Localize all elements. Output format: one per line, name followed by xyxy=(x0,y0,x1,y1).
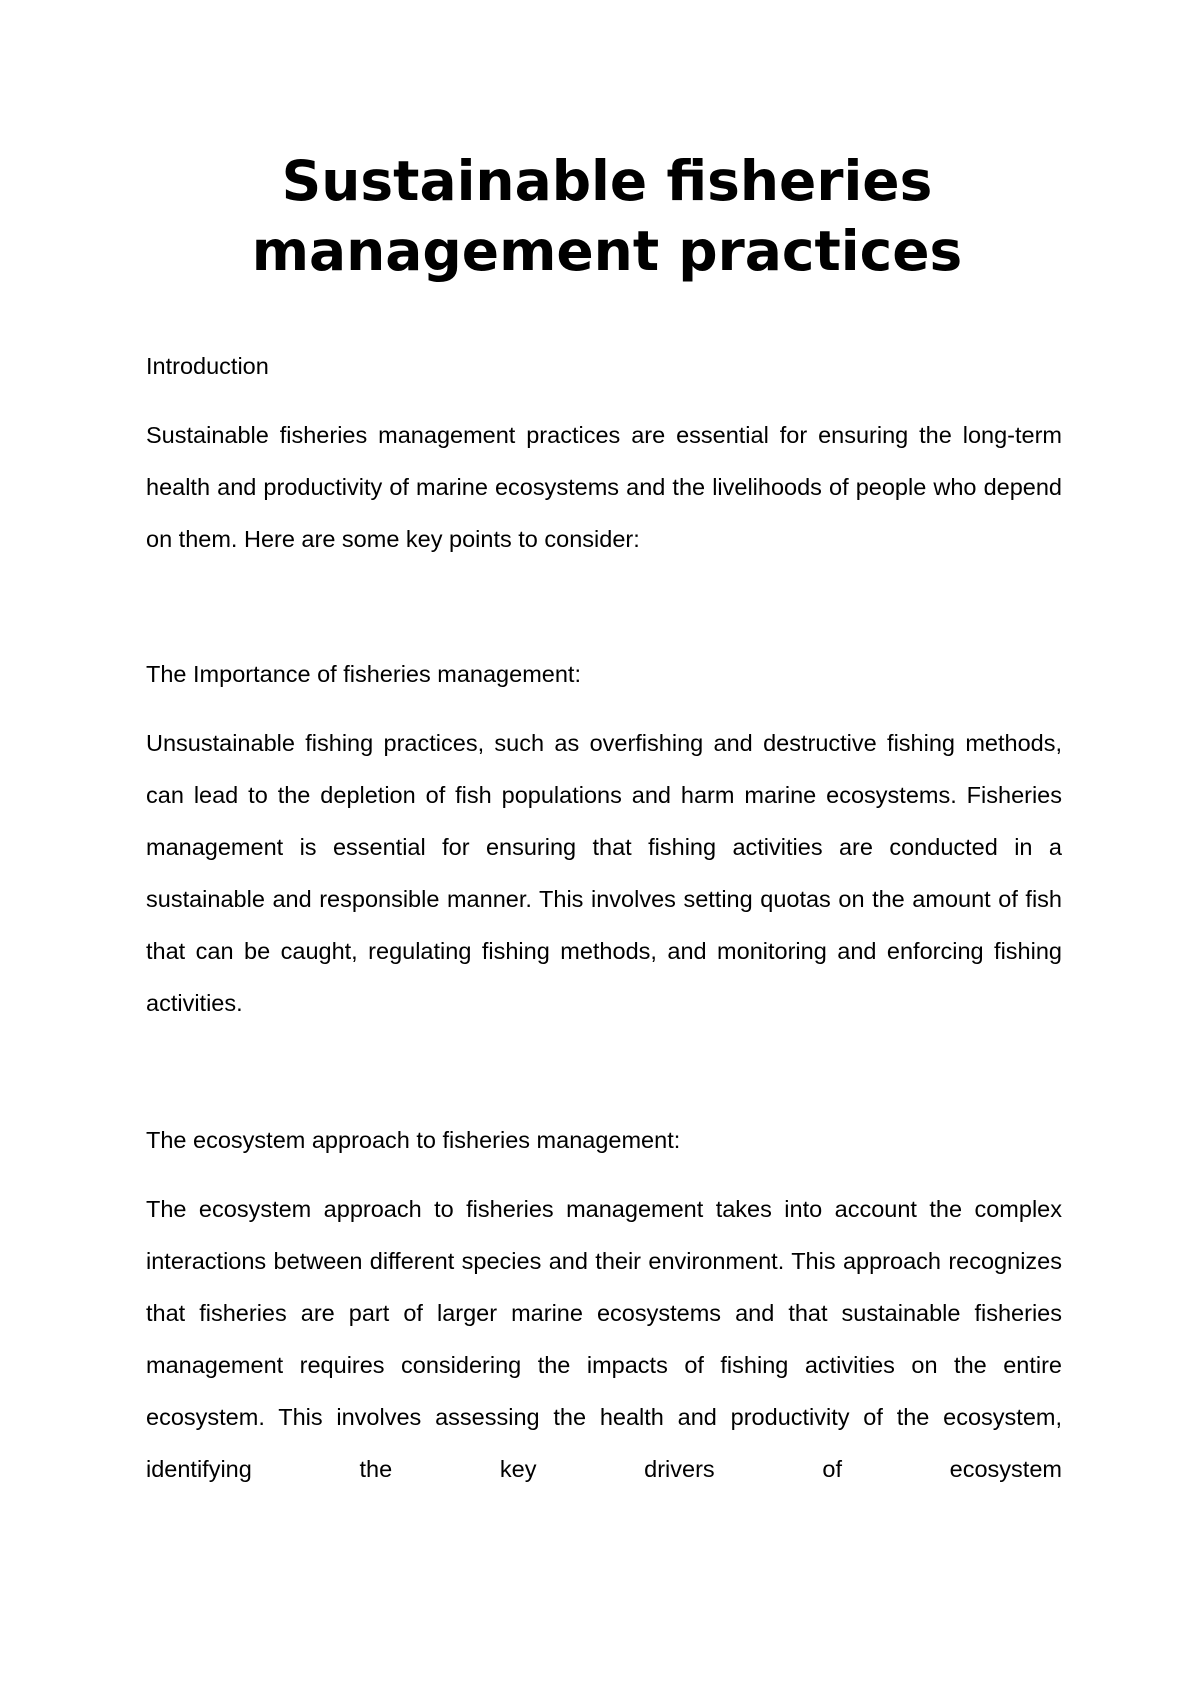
section-heading-importance: The Importance of fisheries management: xyxy=(146,661,581,687)
section-paragraph-importance: Unsustainable fishing practices, such as overfishing and destructive fishing methods, can lead to the depletion of fish populations and harm marine ecosystems. Fisheries management is essential for ensuring that fishing activities are conducted in a sustainable and responsible manner. This involves setting quotas on the amount of fish that can be caught, regulating fishing methods, and monitoring and enforcing fishing activities. xyxy=(146,730,1062,1016)
section-heading-ecosystem-approach: The ecosystem approach to fisheries management: xyxy=(146,1127,681,1153)
section-heading-introduction: Introduction xyxy=(146,353,269,379)
document-title: Sustainable fisheries management practices xyxy=(251,149,963,283)
section-paragraph-introduction: Sustainable fisheries management practices are essential for ensuring the long-term health and productivity of marine ecosystems and the livelihoods of people who depend on them. Here are some key points to consider: xyxy=(146,422,1062,552)
section-paragraph-ecosystem-approach: The ecosystem approach to fisheries management takes into account the complex interactions between different species and their environment. This approach recognizes that fisheries are part of larger marine ecosystems and that sustainable fisheries management requires considering the impacts of fishing activities on the entire ecosystem. This involves assessing the health and productivity of the ecosystem, identifying the key drivers of ecosystem xyxy=(146,1196,1062,1482)
